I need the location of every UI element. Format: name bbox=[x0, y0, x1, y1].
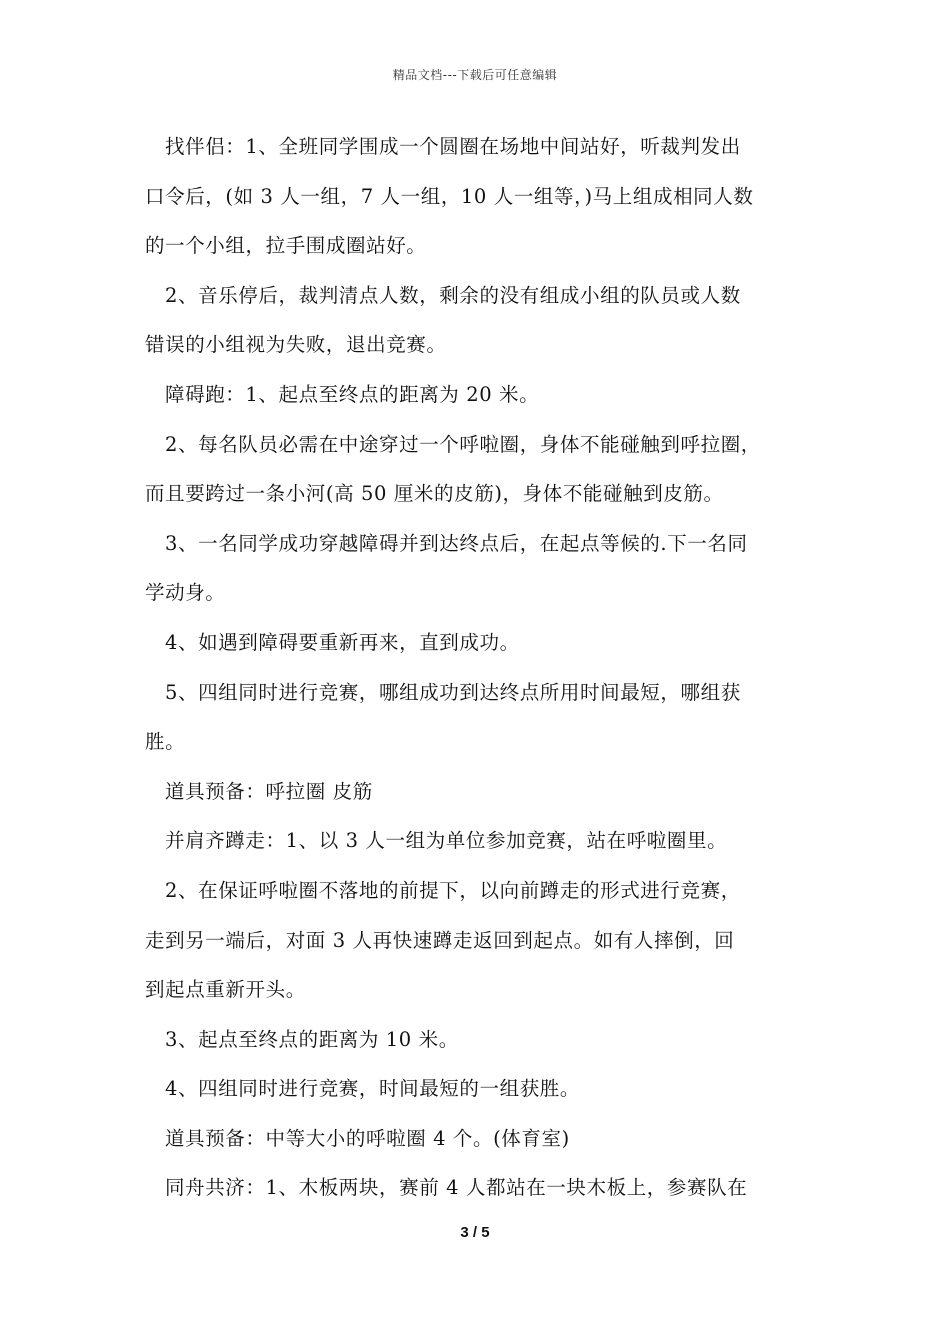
document-body bbox=[145, 128, 825, 1219]
text-line: 找伴侣：1、全班同学围成一个圆圈在场地中间站好，听裁判发出 bbox=[165, 135, 741, 158]
text-line: 4、四组同时进行竞赛，时间最短的一组获胜。 bbox=[165, 1077, 581, 1101]
text-line: 走到另一端后，对面 3 人再快速蹲走返回到起点。如有人摔倒，回 bbox=[145, 928, 735, 952]
text-line: 的一个小组，拉手围成圈站好。 bbox=[145, 234, 427, 258]
text-line: 并肩齐蹲走：1、以 3 人一组为单位参加竞赛，站在呼啦圈里。 bbox=[165, 829, 728, 853]
text-line: 2、每名队员必需在中途穿过一个呼啦圈，身体不能碰触到呼拉圈， bbox=[165, 432, 761, 456]
text-line: 3、起点至终点的距离为 10 米。 bbox=[165, 1027, 459, 1051]
text-line: 道具预备：中等大小的呼啦圈 4 个。(体育室) bbox=[165, 1126, 570, 1150]
page-number: 3 / 5 bbox=[460, 1224, 490, 1241]
text-line: 2、在保证呼啦圈不落地的前提下，以向前蹲走的形式进行竞赛， bbox=[165, 878, 741, 902]
text-line: 障碍跑：1、起点至终点的距离为 20 米。 bbox=[165, 382, 540, 406]
text-line: 道具预备：呼拉圈 皮筋 bbox=[165, 779, 373, 803]
text-line: 2、音乐停后，裁判清点人数，剩余的没有组成小组的队员或人数 bbox=[165, 283, 741, 307]
text-line: 口令后，(如 3 人一组，7 人一组，10 人一组等，)马上组成相同人数 bbox=[145, 184, 754, 208]
text-line: 同舟共济：1、木板两块，赛前 4 人都站在一块木板上，参赛队在 bbox=[165, 1176, 748, 1200]
text-line: 3、一名同学成功穿越障碍并到达终点后，在起点等候的.下一名同 bbox=[165, 531, 748, 555]
text-line: 4、如遇到障碍要重新再来，直到成功。 bbox=[165, 630, 520, 654]
text-line: 5、四组同时进行竞赛，哪组成功到达终点所用时间最短，哪组获 bbox=[165, 680, 741, 704]
text-line: 胜。 bbox=[145, 730, 186, 754]
page-header: 精品文档---下载后可任意编辑 bbox=[392, 68, 558, 82]
text-line: 学动身。 bbox=[145, 581, 226, 605]
text-line: 错误的小组视为失败，退出竞赛。 bbox=[145, 333, 447, 357]
text-line: 到起点重新开头。 bbox=[145, 978, 306, 1002]
text-line: 而且要跨过一条小河(高 50 厘米的皮筋)，身体不能碰触到皮筋。 bbox=[145, 482, 724, 506]
